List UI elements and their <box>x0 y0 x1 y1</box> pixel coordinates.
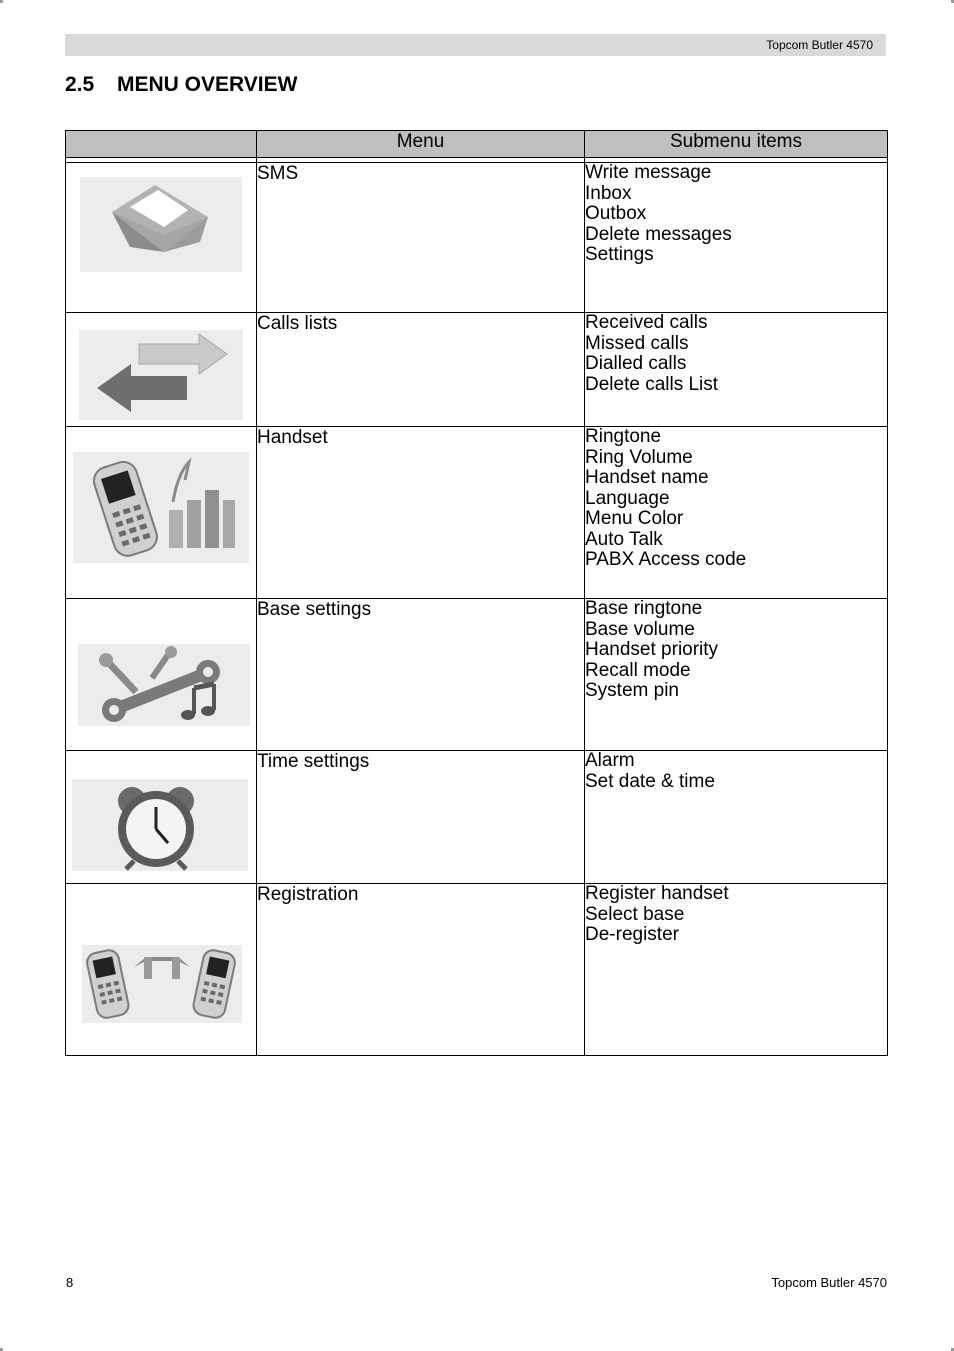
submenu-item: Handset name <box>585 467 709 488</box>
submenu-item: Dialled calls <box>585 353 687 374</box>
call-arrows-icon <box>79 330 243 420</box>
icon-cell <box>66 313 257 427</box>
running-header <box>65 34 886 56</box>
table-header-row <box>66 131 888 158</box>
submenu-cell <box>585 313 888 427</box>
icon-cell <box>66 427 257 599</box>
submenu-cell <box>585 751 888 884</box>
submenu-item: Inbox <box>585 182 632 204</box>
submenu-item: Language <box>585 487 670 509</box>
submenu-item: Ringtone <box>585 426 662 447</box>
menu-cell <box>257 313 585 427</box>
icon-cell <box>66 163 257 313</box>
icon-cell <box>66 751 257 884</box>
submenu-item: Ring Volume <box>585 446 693 468</box>
menu-name: Base settings <box>257 599 372 620</box>
column-header-submenu: Submenu items <box>585 131 888 158</box>
submenu-cell <box>585 163 888 313</box>
menu-name: SMS <box>257 163 299 184</box>
submenu-item: Register handset <box>585 883 729 904</box>
submenu-item: Handset priority <box>585 639 719 660</box>
submenu-item: Outbox <box>585 203 647 224</box>
column-header-menu: Menu <box>257 131 585 158</box>
submenu-item: Delete calls List <box>585 373 719 395</box>
icon-cell <box>66 599 257 751</box>
submenu-item: Alarm <box>585 750 635 771</box>
submenu-cell <box>585 599 888 751</box>
section-title: MENU OVERVIEW <box>117 73 298 96</box>
handset-volume-icon <box>73 452 249 563</box>
submenu-item: Recall mode <box>585 659 691 681</box>
column-header-icon <box>66 131 257 158</box>
menu-name: Calls lists <box>257 313 338 334</box>
submenu-cell <box>585 427 888 599</box>
page-title <box>65 73 297 97</box>
menu-cell <box>257 599 585 751</box>
crop-mark <box>0 0 3 3</box>
table-row <box>66 427 888 599</box>
table-row <box>66 163 888 313</box>
section-number: 2.5 <box>65 73 95 96</box>
submenu-item: Select base <box>585 903 685 925</box>
menu-cell <box>257 884 585 1056</box>
submenu-item: System pin <box>585 680 679 701</box>
table-row <box>66 751 888 884</box>
menu-name: Time settings <box>257 751 370 772</box>
page-number: 8 <box>66 1275 74 1290</box>
menu-cell <box>257 427 585 599</box>
menu-cell <box>257 751 585 884</box>
envelope-icon <box>80 177 242 272</box>
menu-overview-table <box>65 130 888 1056</box>
table-row <box>66 884 888 1056</box>
icon-cell <box>66 884 257 1056</box>
tools-music-icon <box>78 644 250 726</box>
submenu-item: Write message <box>585 162 712 183</box>
submenu-item: PABX Access code <box>585 549 747 570</box>
menu-name: Registration <box>257 884 359 905</box>
submenu-item: Missed calls <box>585 332 689 354</box>
header-title: Topcom Butler 4570 <box>766 38 873 52</box>
submenu-item: De-register <box>585 924 679 945</box>
submenu-cell <box>585 884 888 1056</box>
submenu-item: Settings <box>585 244 654 265</box>
table-row <box>66 599 888 751</box>
table-row <box>66 313 888 427</box>
submenu-item: Base volume <box>585 618 695 640</box>
submenu-item: Delete messages <box>585 223 732 245</box>
alarm-clock-icon <box>72 779 248 871</box>
submenu-item: Received calls <box>585 312 708 333</box>
menu-name: Handset <box>257 427 328 448</box>
menu-cell <box>257 163 585 313</box>
submenu-item: Auto Talk <box>585 528 663 550</box>
footer-title: Topcom Butler 4570 <box>771 1275 887 1290</box>
two-handsets-icon <box>82 945 242 1023</box>
submenu-item: Set date & time <box>585 770 715 792</box>
submenu-item: Base ringtone <box>585 598 703 619</box>
submenu-item: Menu Color <box>585 508 684 529</box>
